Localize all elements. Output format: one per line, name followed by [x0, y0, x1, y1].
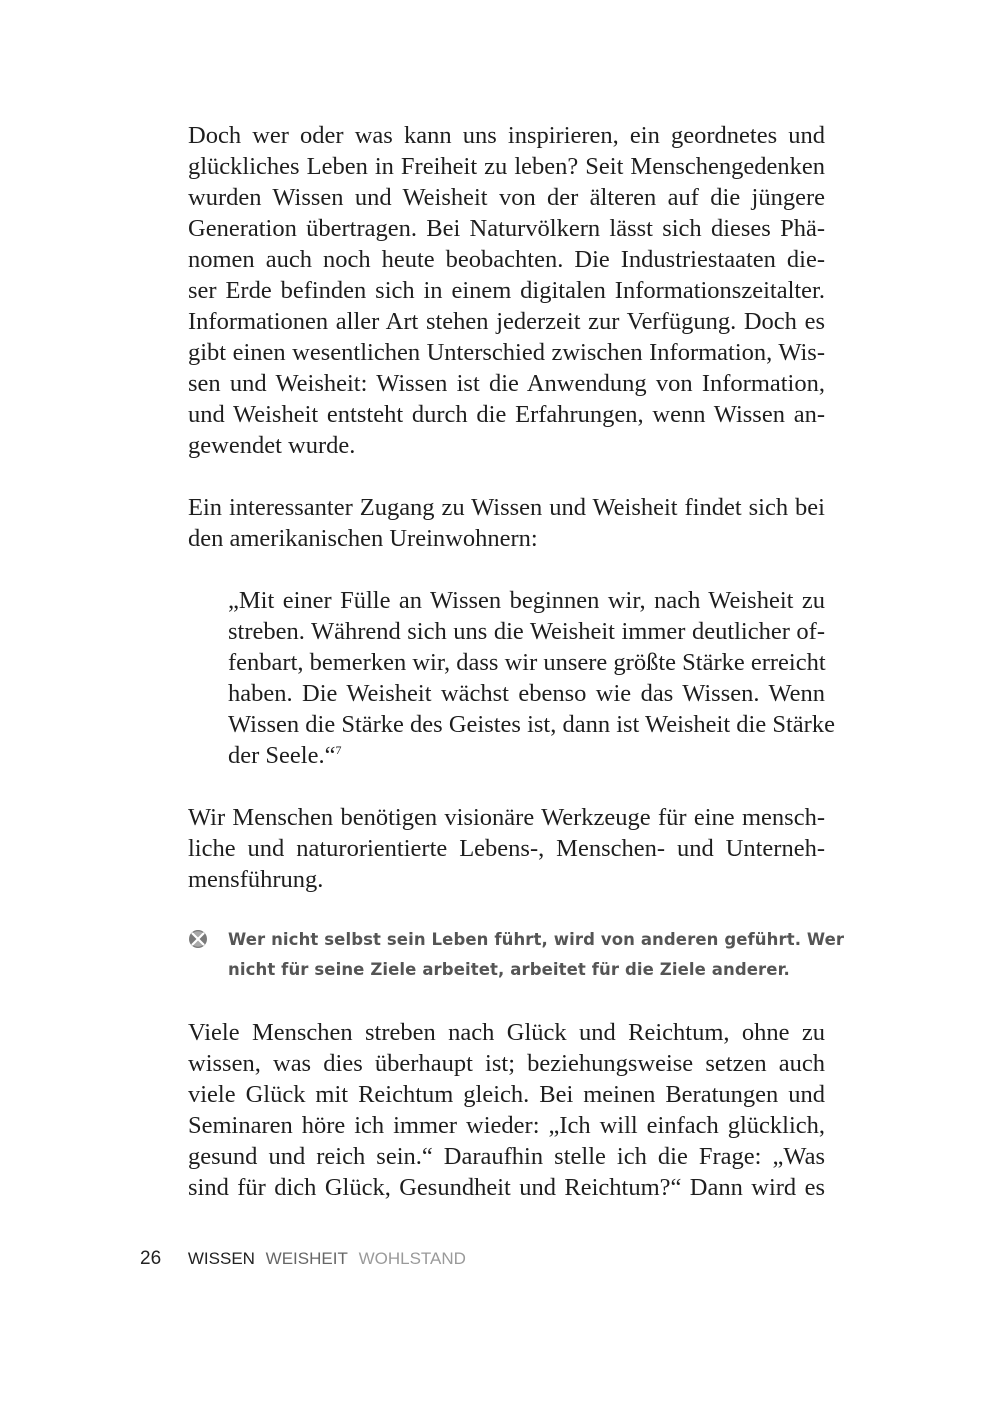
- text-line: wurden Wissen und Weisheit von der älteren auf die jüngere: [188, 184, 825, 211]
- running-title-word: WEISHEIT: [265, 1249, 348, 1268]
- text-line: gibt einen wesentlichen Unterschied zwischen Information, Wis-: [188, 339, 825, 366]
- text-line: sind für dich Glück, Gesundheit und Reichtum?“ Dann wird es: [188, 1174, 825, 1201]
- text-line: Wir Menschen benötigen visionäre Werkzeuge für eine mensch-: [188, 804, 825, 831]
- quote-line: „Mit einer Fülle an Wissen beginnen wir, nach Weisheit zu: [228, 587, 825, 614]
- quote-line: streben. Während sich uns die Weisheit immer deutlicher of-: [228, 618, 825, 645]
- text-line: viele Glück mit Reichtum gleich. Bei meinen Beratungen und: [188, 1081, 825, 1108]
- quote-line: fenbart, bemerken wir, dass wir unsere größte Stärke erreicht: [228, 649, 826, 676]
- quote-line: haben. Die Weisheit wächst ebenso wie das Wissen. Wenn: [228, 680, 825, 707]
- text-line: wissen, was dies überhaupt ist; beziehungsweise setzen auch: [188, 1050, 825, 1077]
- text-line: gewendet wurde.: [188, 432, 356, 459]
- text-line: sen und Weisheit: Wissen ist die Anwendung von Information,: [188, 370, 825, 397]
- text-line: Generation übertragen. Bei Naturvölkern lässt sich dieses Phä-: [188, 215, 825, 242]
- text-line: liche und naturorientierte Lebens-, Menschen- und Unterneh-: [188, 835, 825, 862]
- running-title-word: WOHLSTAND: [358, 1249, 466, 1268]
- text-line: den amerikanischen Ureinwohnern:: [188, 525, 538, 552]
- text-line: Ein interessanter Zugang zu Wissen und Weisheit findet sich bei: [188, 494, 825, 521]
- text-line: und Weisheit entsteht durch die Erfahrungen, wenn Wissen an-: [188, 401, 825, 428]
- callout-line: Wer nicht selbst sein Leben führt, wird von anderen geführt. Wer: [228, 930, 845, 949]
- quote-line-text: der Seele.“: [228, 742, 336, 769]
- footnote-marker: 7: [335, 743, 342, 757]
- callout-line: nicht für seine Ziele arbeitet, arbeitet für die Ziele anderer.: [228, 960, 790, 979]
- text-line: Seminaren höre ich immer wieder: „Ich will einfach glücklich,: [188, 1112, 825, 1139]
- text-line: gesund und reich sein.“ Daraufhin stelle ich die Frage: „Was: [188, 1143, 825, 1170]
- page-footer: [140, 1247, 466, 1271]
- text-line: Informationen aller Art stehen jederzeit zur Verfügung. Doch es: [188, 308, 825, 335]
- quote-line-last: [228, 740, 825, 771]
- text-line: mensführung.: [188, 866, 324, 893]
- text-line: ser Erde befinden sich in einem digitalen Informationszeitalter.: [188, 277, 825, 304]
- page-number: 26: [140, 1248, 162, 1269]
- text-line: glückliches Leben in Freiheit zu leben? Seit Menschengedenken: [188, 153, 825, 180]
- x-circle-icon: [188, 929, 208, 949]
- running-title-word: WISSEN: [187, 1249, 255, 1268]
- quote-line: Wissen die Stärke des Geistes ist, dann ist Weisheit die Stärke: [228, 711, 835, 738]
- text-line: Viele Menschen streben nach Glück und Reichtum, ohne zu: [188, 1019, 825, 1046]
- text-line: Doch wer oder was kann uns inspirieren, ein geordnetes und: [188, 122, 825, 149]
- text-line: nomen auch noch heute beobachten. Die Industriestaaten die-: [188, 246, 825, 273]
